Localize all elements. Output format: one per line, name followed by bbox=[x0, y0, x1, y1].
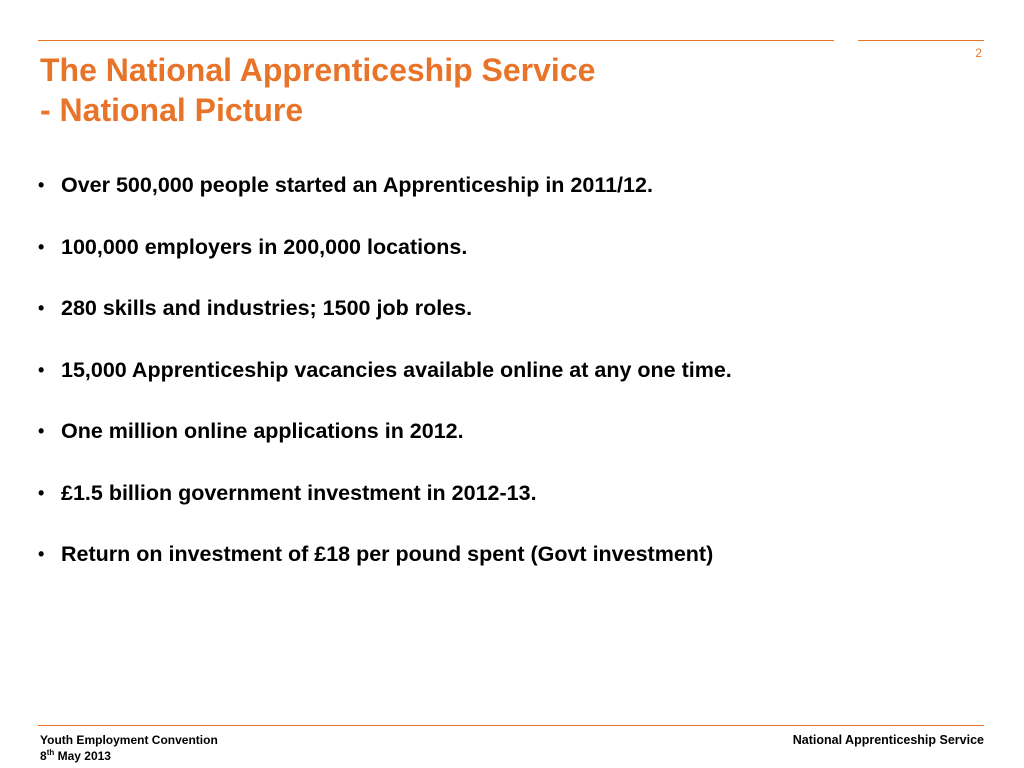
slide-title bbox=[40, 50, 595, 130]
bullet-text: 280 skills and industries; 1500 job roles. bbox=[61, 296, 473, 320]
bullet-dot: • bbox=[38, 482, 45, 503]
bullet-dot: • bbox=[38, 544, 45, 564]
footer-date bbox=[40, 748, 218, 764]
page-number: 2 bbox=[975, 46, 982, 60]
bullet-item bbox=[38, 228, 732, 266]
bullet-text: Over 500,000 people started an Apprenticeship in 2011/12. bbox=[61, 173, 653, 197]
bullet-text: 100,000 employers in 200,000 locations. bbox=[61, 234, 468, 259]
top-divider-right bbox=[858, 40, 984, 41]
footer-date-day: 8 bbox=[40, 749, 47, 763]
bullet-text: 15,000 Apprenticeship vacancies available online at any one time. bbox=[61, 357, 732, 382]
bullet-item bbox=[38, 474, 732, 512]
bullet-dot: • bbox=[38, 236, 45, 257]
bullet-item bbox=[38, 351, 732, 389]
footer-date-rest: May 2013 bbox=[57, 749, 111, 763]
bullet-item bbox=[38, 166, 732, 204]
bullet-dot: • bbox=[38, 175, 45, 195]
bullet-text: Return on investment of £18 per pound spent (Govt investment) bbox=[61, 542, 714, 566]
title-line-1: The National Apprenticeship Service bbox=[40, 52, 596, 88]
bullet-dot: • bbox=[38, 421, 45, 441]
bullet-text: One million online applications in 2012. bbox=[61, 419, 464, 443]
bullet-list bbox=[38, 166, 732, 597]
bullet-dot: • bbox=[38, 298, 45, 318]
bullet-text: £1.5 billion government investment in 2012-13. bbox=[61, 480, 537, 505]
footer-divider bbox=[38, 725, 984, 726]
title-line-2: - National Picture bbox=[40, 92, 304, 128]
footer-date-suffix: th bbox=[46, 748, 55, 757]
bullet-item bbox=[38, 289, 732, 327]
bullet-item bbox=[38, 535, 732, 573]
bullet-dot: • bbox=[38, 359, 45, 380]
top-divider-left bbox=[38, 40, 834, 41]
footer-organization: National Apprenticeship Service bbox=[792, 733, 984, 747]
footer-event-name: Youth Employment Convention bbox=[40, 733, 218, 747]
bullet-item bbox=[38, 412, 732, 450]
footer-event-info bbox=[40, 732, 218, 764]
